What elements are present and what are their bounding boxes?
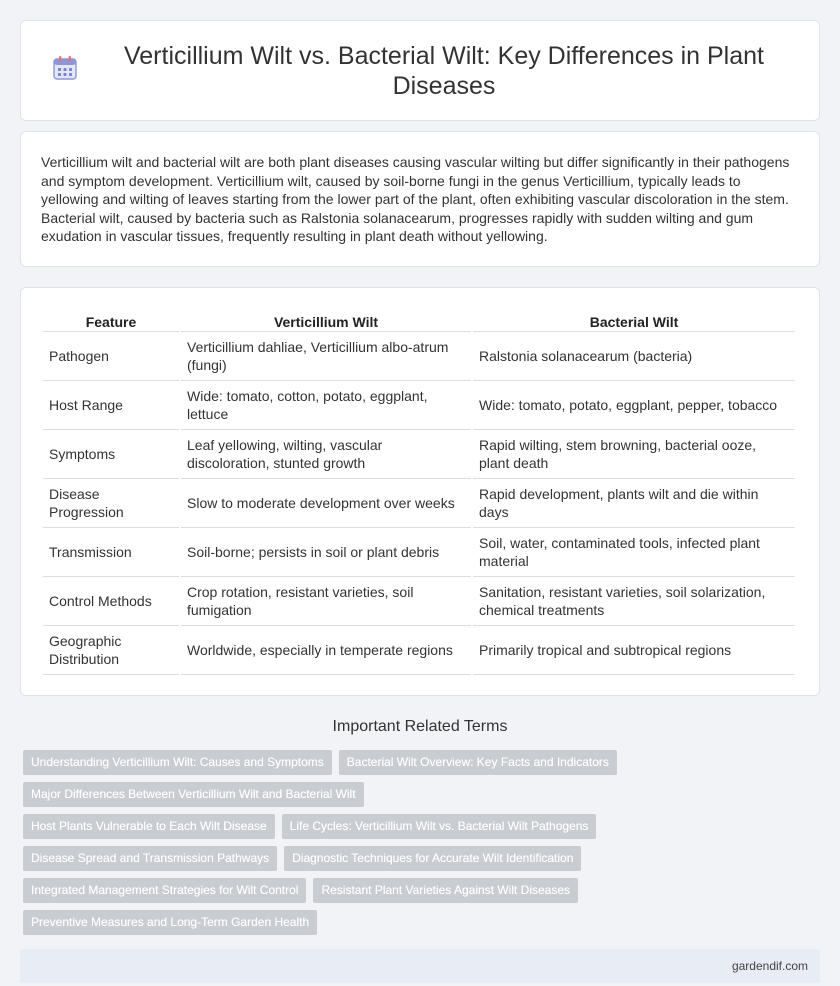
header-verticillium: Verticillium Wilt: [181, 308, 471, 332]
footer-site[interactable]: gardendif.com: [731, 958, 808, 973]
calendar-icon: [51, 54, 79, 82]
header-bacterial: Bacterial Wilt: [473, 308, 795, 332]
cell-bacterial: Soil, water, contaminated tools, infected plant material: [473, 528, 795, 577]
comparison-card: [20, 287, 820, 696]
cell-bacterial: Rapid wilting, stem browning, bacterial ooze, plant death: [473, 430, 795, 479]
cell-bacterial: Sanitation, resistant varieties, soil solarization, chemical treatments: [473, 577, 795, 626]
cell-verticillium: Soil-borne; persists in soil or plant debris: [181, 528, 471, 577]
table-row: [43, 577, 795, 626]
cell-verticillium: Slow to moderate development over weeks: [181, 479, 471, 528]
cell-feature: Disease Progression: [43, 479, 179, 528]
cell-verticillium: Worldwide, especially in temperate regions: [181, 626, 471, 675]
related-tag[interactable]: Disease Spread and Transmission Pathways: [23, 846, 277, 871]
header-feature: Feature: [43, 308, 179, 332]
cell-verticillium: Wide: tomato, cotton, potato, eggplant, lettuce: [181, 381, 471, 430]
table-row: [43, 430, 795, 479]
footer: [20, 949, 820, 983]
cell-feature: Control Methods: [43, 577, 179, 626]
table-header-row: [43, 308, 795, 332]
page-header: [20, 20, 820, 121]
related-terms: [0, 718, 840, 935]
page-title: Verticillium Wilt vs. Bacterial Wilt: Key Differences in Plant Diseases: [123, 41, 764, 100]
cell-feature: Host Range: [43, 381, 179, 430]
cell-bacterial: Rapid development, plants wilt and die within days: [473, 479, 795, 528]
related-tag[interactable]: Life Cycles: Verticillium Wilt vs. Bacterial Wilt Pathogens: [282, 814, 597, 839]
table-row: [43, 332, 795, 381]
related-tag[interactable]: Diagnostic Techniques for Accurate Wilt Identification: [284, 846, 581, 871]
cell-bacterial: Ralstonia solanacearum (bacteria): [473, 332, 795, 381]
related-tag[interactable]: Preventive Measures and Long-Term Garden Health: [23, 910, 317, 935]
cell-feature: Pathogen: [43, 332, 179, 381]
table-row: [43, 528, 795, 577]
cell-verticillium: Verticillium dahliae, Verticillium albo-atrum (fungi): [181, 332, 471, 381]
related-tag[interactable]: Understanding Verticillium Wilt: Causes and Symptoms: [23, 750, 332, 775]
cell-feature: Geographic Distribution: [43, 626, 179, 675]
related-tag[interactable]: Major Differences Between Verticillium Wilt and Bacterial Wilt: [23, 782, 364, 807]
related-tag[interactable]: Integrated Management Strategies for Wilt Control: [23, 878, 306, 903]
related-tag[interactable]: Resistant Plant Varieties Against Wilt Diseases: [313, 878, 578, 903]
related-tag[interactable]: Host Plants Vulnerable to Each Wilt Disease: [23, 814, 275, 839]
related-title: Important Related Terms: [332, 717, 508, 735]
related-tags: [0, 750, 640, 935]
related-tag[interactable]: Bacterial Wilt Overview: Key Facts and Indicators: [339, 750, 617, 775]
table-row: [43, 479, 795, 528]
cell-verticillium: Crop rotation, resistant varieties, soil fumigation: [181, 577, 471, 626]
cell-feature: Symptoms: [43, 430, 179, 479]
cell-bacterial: Primarily tropical and subtropical regions: [473, 626, 795, 675]
table-row: [43, 381, 795, 430]
cell-bacterial: Wide: tomato, potato, eggplant, pepper, tobacco: [473, 381, 795, 430]
cell-verticillium: Leaf yellowing, wilting, vascular discoloration, stunted growth: [181, 430, 471, 479]
comparison-table: [41, 308, 797, 675]
intro-card: [20, 131, 820, 267]
cell-feature: Transmission: [43, 528, 179, 577]
intro-text: Verticillium wilt and bacterial wilt are both plant diseases causing vascular wilting but differ significantly in their pathogens and symptom development. Verticillium wilt, caused by soil-borne fungi in the genus Verticillium, typically leads to yellowing and wilting of leaves starting from the lower part of the plant, often exhibiting vascular discoloration in the stem. Bacterial wilt, caused by bacteria such as Ralstonia solanacearum, progresses rapidly with sudden wilting and gum exudation in vascular tissues, frequently resulting in plant death without yellowing.: [41, 154, 790, 244]
table-row: [43, 626, 795, 675]
